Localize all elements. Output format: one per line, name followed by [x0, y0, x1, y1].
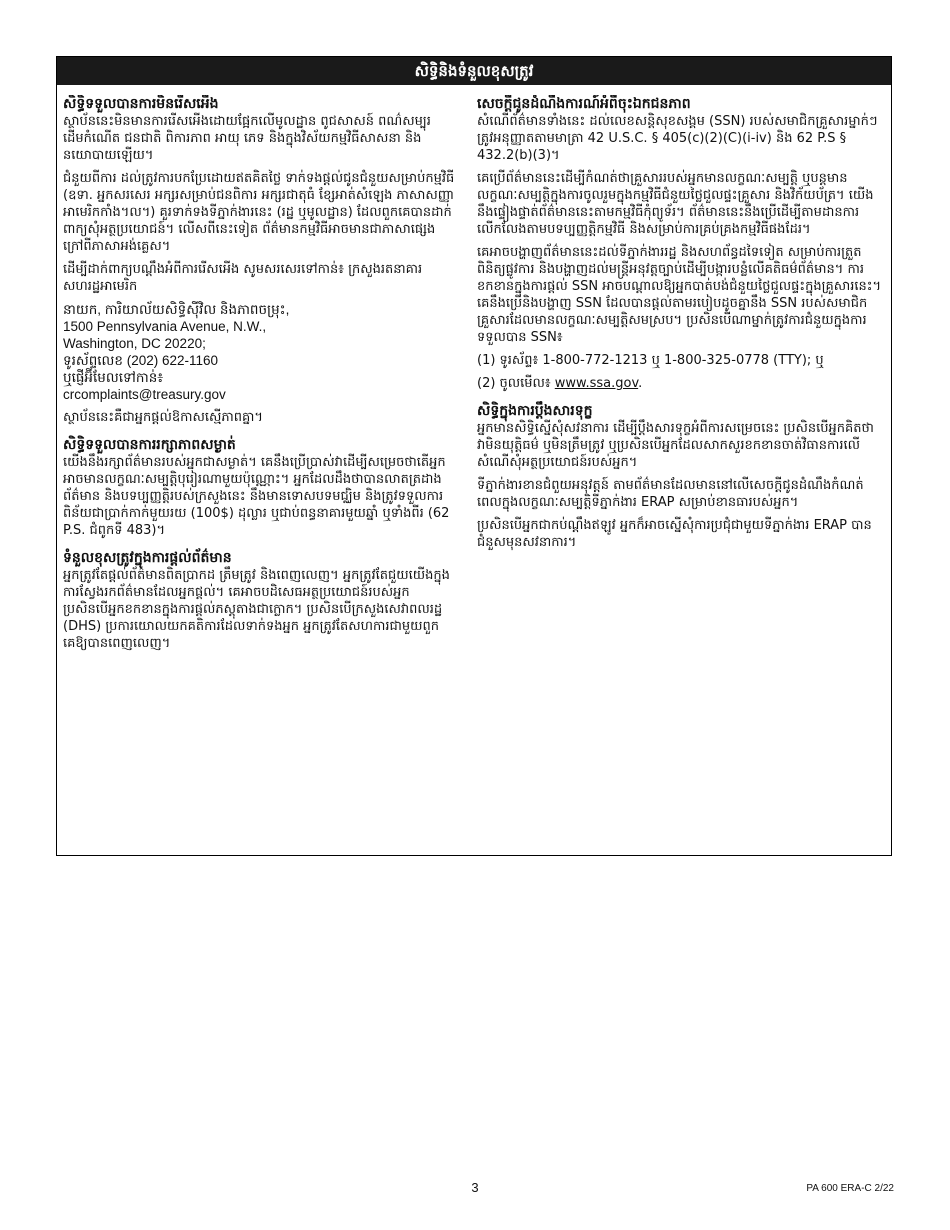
- panel-columns: [57, 85, 891, 662]
- paragraph: ទីភ្នាក់ងារខានជំពួយអនុវត្តន៍ តាមព័ត៌មានដែលមាននៅលើសេចក្តីជូនដំណឹងកំណត់ពេលក្នុងលក្ខណៈសម្បត្តិទីភ្នាក់ងារ ERAP សម្រាប់ខានធារបស់អ្នក។: [477, 478, 864, 510]
- address-department: នាយក, ការិយាល័យសិទ្ធិស៊ីវិល និងភាពចម្រុះ,: [63, 302, 290, 317]
- section-heading: សិទ្ធិក្នុងការប្តឹងសារទុក្ខ: [477, 403, 593, 419]
- panel-title: សិទ្ធិនិងទំនួលខុសត្រូវ: [57, 57, 891, 85]
- address-email-label: ឬផ្ញើអ៊ីមែលទៅកាន់៖: [63, 370, 164, 385]
- information-responsibility-section: [63, 549, 455, 652]
- paragraph: ដើម្បីដាក់ពាក្យបណ្តឹងអំពីការរើសអើង សូមសរសេរទៅកាន់៖ ក្រសួងរតនាគារសហរដ្ឋអាមេរិក: [63, 262, 423, 294]
- paragraph: គេអាចបង្ហាញព័ត៌មាននេះដល់ទីភ្នាក់ងាររដ្ឋ និងសហព័ន្ធដទៃទៀត សម្រាប់ការត្រួតពិនិត្យផ្លូវការ និងបង្ហាញដល់មន្ត្រីអនុវត្តច្បាប់ដើម្បីបង្ការបន្លំលើគតិធម៌ព័ត៌មាន។ ការខកខានក្នុងការផ្តល់ SSN អាចបណ្តាលឱ្យអ្នកបាត់បង់ជំនួយថ្លៃជួលផ្ទះក្នុងគ្រួសារនេះ។ គេនឹងប្រើនិងបង្ហាញ SSN ដែលបានផ្តល់តាមរបៀបដូចគ្នានឹង SSN របស់សមាជិកគ្រួសារដែលមានលក្ខណៈសម្បត្តិសមស្រប។ ប្រសិនបើណាម្នាក់ត្រូវការជំនួយក្នុងការទទួលបាន SSN៖: [477, 245, 882, 345]
- paragraph: (1) ទូរស័ព្ទ៖ 1-800-772-1213 ឬ 1-800-325-0778 (TTY); ឬ: [477, 353, 824, 368]
- paragraph: អ្នកត្រូវតែផ្តល់ព័ត៌មានពិតប្រាកដ ត្រឹមត្រូវ និងពេញលេញ។ អ្នកត្រូវតែជួយយើងក្នុងការស្វែងរកព័ត៌មានដែលអ្នកផ្តល់។ គេអាចបដិសេធអត្ថប្រយោជន៍របស់អ្នក ប្រសិនបើអ្នកខកខានក្នុងការផ្តល់ភស្តុតាងជាក្លោក។ ប្រសិនបើក្រសួងសេវាពលរដ្ឋ (DHS) ប្រការយោលយកគតិការដែលទាក់ទងអ្នក អ្នកត្រូវតែសហការជាមួយពួកគេឱ្យបានពេញលេញ។: [63, 568, 450, 651]
- ssa-link[interactable]: www.ssa.gov: [554, 376, 639, 391]
- paragraph: សំណើព័ត៌មានទាំងនេះ ដល់លេខសន្តិសុខសង្គម (SSN) របស់សមាជិកគ្រួសារម្នាក់ៗ ត្រូវអនុញ្ញាតតាមមាត្រា 42 U.S.C. § 405(c)(2)(C)(i-iv) និង 62 P.S § 432.2(b)(3)។: [477, 114, 878, 163]
- nondiscrimination-section: [63, 95, 455, 426]
- right-column: [473, 95, 883, 662]
- paragraph-prefix: (2) ចូលមើល៖: [477, 376, 555, 391]
- complaint-email[interactable]: crcomplaints@treasury.gov: [63, 387, 226, 402]
- paragraph-suffix: .: [638, 376, 643, 391]
- privacy-notice-section: [477, 95, 883, 392]
- confidentiality-section: [63, 436, 455, 539]
- address-street: 1500 Pennsylvania Avenue, N.W.,: [63, 319, 267, 334]
- paragraph: ស្ថាប័ននេះគឺជាអ្នកផ្តល់ឱកាសស្មើភាពគ្នា។: [63, 410, 263, 425]
- address-phone: ទូរស័ព្ទលេខ (202) 622-1160: [63, 353, 219, 368]
- section-heading: ទំនួលខុសត្រូវក្នុងការផ្តល់ព័ត៌មាន: [63, 550, 232, 566]
- paragraph: អ្នកមានសិទ្ធិស្នើសុំសវនាការ ដើម្បីប្តឹងសារទុក្ខអំពីការសម្រេចនេះ ប្រសិនបើអ្នកគិតថា វាមិនយុត្តិធម៌ ឬមិនត្រឹមត្រូវ ឬប្រសិនបើអ្នកដែលសាកសួរខកខានចាត់វិធានការលើសំណើសុំអត្ថប្រយោជន៍របស់អ្នក។: [477, 421, 874, 470]
- paragraph: ស្ថាប័ននេះមិនមានការរើសអើងដោយផ្អែកលើមូលដ្ឋាន ពូជសាសន៍ ពណ៌សម្បុរ ដើមកំណើត ជនជាតិ ពិការភាព អាយុ ភេទ និងក្នុងវិស័យកម្មវិធីសាសនា និងនយោបាយឡើយ។: [63, 114, 431, 163]
- section-heading: សិទ្ធិទទួលបានការរក្សាភាពសម្ងាត់: [63, 437, 236, 453]
- section-heading: សិទ្ធិទទួលបានការមិនរើសអើង: [63, 96, 219, 112]
- paragraph: [477, 375, 883, 392]
- address-city: Washington, DC 20220;: [63, 336, 206, 351]
- paragraph: យើងនឹងរក្សាព័ត៌មានរបស់អ្នកជាសម្ងាត់។ គេនឹងប្រើប្រាស់វាដើម្បីសម្រេចថាតើអ្នកអាចមានលក្ខណៈសម្បត្តិបុរៀរណាមួយប៉ុណ្ណោះ។ អ្នកដែលដឹងថាបានលាតត្រដាងព័ត៌មាន និងបទប្បញ្ញត្តិរបស់ក្រសួងនេះ នឹងមានទោសបទមជ្ឈិម និងត្រូវទទួលការពិន័យជាប្រាក់កាក់មួយរយ (100$) ដុល្លារ ឬជាប់ពន្ធនាគារមួយឆ្នាំ ឬទាំងពីរ (62 P.S. ជំពូកទី 483)។: [63, 455, 450, 538]
- paragraph: គេប្រើព័ត៌មាននេះដើម្បីកំណត់ថាគ្រួសាររបស់អ្នកមានលក្ខណៈសម្បត្តិ ឬបន្តមានលក្ខណៈសម្បត្តិក្នុងការចូលរួមក្នុងកម្មវិធីជំនួយថ្លៃជួលផ្ទះគ្រួសារ និងវិក័យប័ត្រ។ យើងនឹងផ្ទៀងផ្ទាត់ព័ត៌មាននេះតាមកម្មវិធីកុំព្យូទ័រ។ ព័ត៌មាននេះនឹងប្រើដើម្បីតាមដានការលើកលែងតាមបទប្បញ្ញត្តិកម្មវិធី និងសម្រាប់ការគ្រប់គ្រងកម្មវិធីផងដែរ។: [477, 171, 874, 237]
- rights-panel: [56, 56, 892, 856]
- section-heading: សេចក្តីជូនដំណឹងការណ៍អំពីចុះឯកជនភាព: [477, 96, 691, 112]
- left-column: [63, 95, 473, 662]
- form-code: PA 600 ERA-C 2/22: [806, 1183, 894, 1194]
- mailing-address: [63, 301, 455, 403]
- paragraph: ជំនួយពីការ ដល់ត្រូវការបកប្រែដោយឥតគិតថ្លៃ ទាក់ទងផ្តល់ជូនជំនួយសម្រាប់កម្មវិធី (ឧទា. អ្នកសរសេរ អក្សរសម្រាប់ជនពិការ អក្សរជាតុធំ ខ្សែអាត់សំឡេង ភាសាសញ្ញាអាមេរិកកាំង។ល។) គួរទាក់ទងទីភ្នាក់ងារនេះ (រដ្ឋ ឬមូលដ្ឋាន) ដែលពួកគេបានដាក់ពាក្យសុំអត្ថប្រយោជន៍។ លើសពីនេះទៀត ព័ត៌មានកម្មវិធីអាចមានជាភាសាផ្សេងក្រៅពីភាសាអង់គ្លេស។: [63, 171, 455, 254]
- page-number: 3: [471, 1180, 479, 1195]
- appeal-rights-section: [477, 402, 883, 551]
- paragraph: ប្រសិនបើអ្នកជាកប់ណ្តឹងឥឡូវ អ្នកក៏អាចស្នើសុំការប្រជុំជាមួយទីភ្នាក់ងារ ERAP បានជំនួសមុនសវនាការ។: [477, 518, 872, 550]
